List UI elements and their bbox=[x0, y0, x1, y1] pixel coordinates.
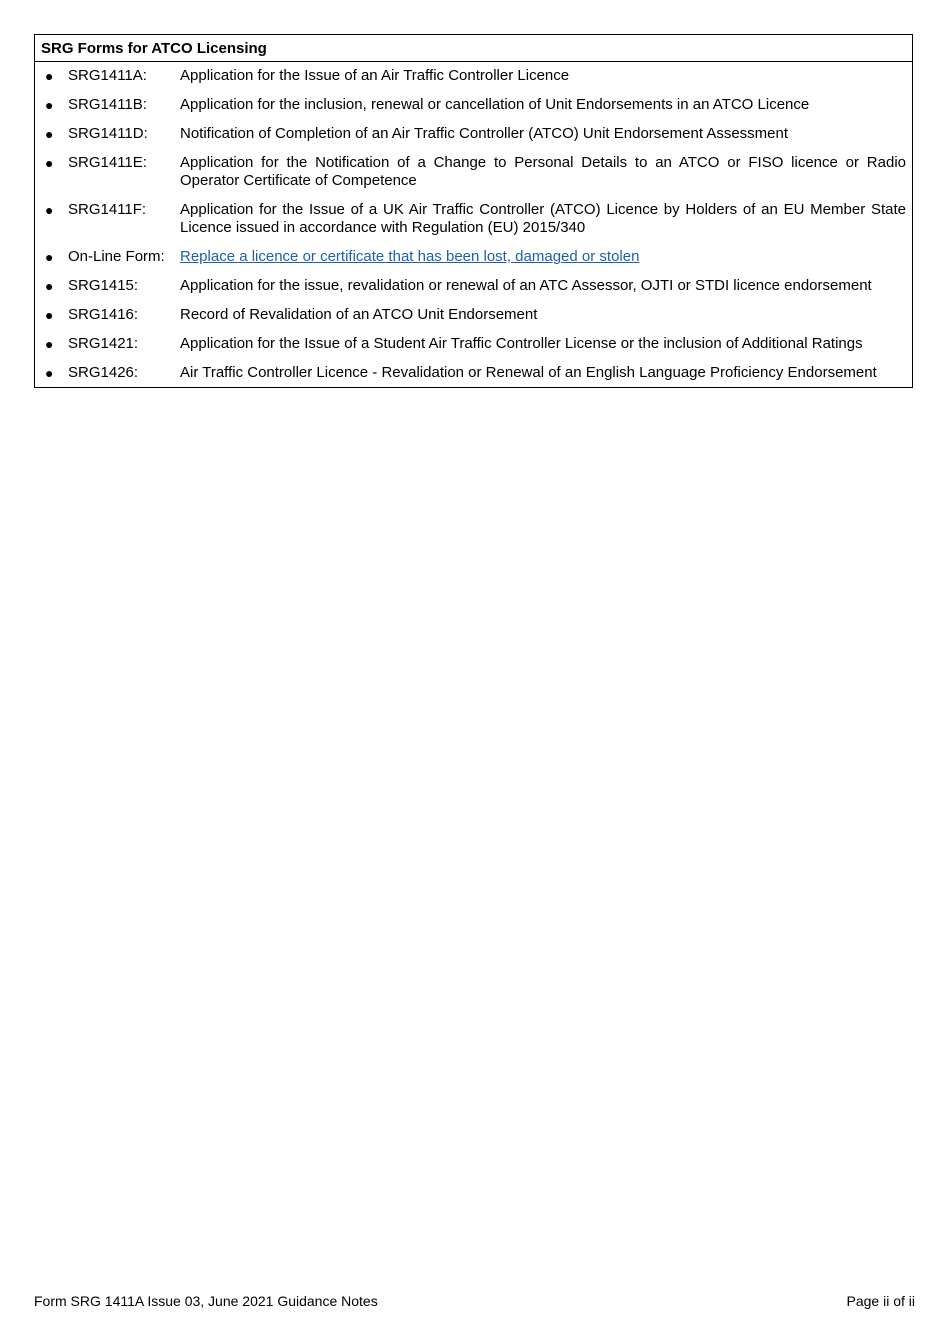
form-code: SRG1416: bbox=[68, 306, 139, 323]
online-form-link[interactable]: Replace a licence or certificate that has been lost, damaged or stolen bbox=[180, 248, 640, 265]
form-description: Air Traffic Controller Licence - Revalidation or Renewal of an English Language Proficiency Endorsement bbox=[180, 364, 877, 381]
footer-page-number: Page ii of ii bbox=[846, 1293, 915, 1309]
form-description bbox=[180, 248, 906, 266]
bullet-icon: ● bbox=[45, 126, 54, 142]
form-description: Application for the issue, revalidation or renewal of an ATC Assessor, OJTI or STDI licence endorsement bbox=[180, 277, 872, 294]
form-description: Application for the Issue of a Student Air Traffic Controller License or the inclusion of Additional Ratings bbox=[180, 335, 863, 352]
bullet-icon: ● bbox=[45, 365, 54, 381]
list-item bbox=[35, 201, 912, 237]
bullet-icon: ● bbox=[45, 97, 54, 113]
list-item bbox=[35, 125, 912, 143]
form-code: SRG1411F: bbox=[68, 201, 147, 218]
form-code: SRG1411E: bbox=[68, 154, 147, 171]
bullet-icon: ● bbox=[45, 307, 54, 323]
list-item bbox=[35, 96, 912, 114]
footer-form-reference: Form SRG 1411A Issue 03, June 2021 Guidance Notes bbox=[34, 1293, 378, 1309]
bullet-icon: ● bbox=[45, 249, 54, 265]
list-item bbox=[35, 306, 912, 324]
form-code: On-Line Form: bbox=[68, 248, 165, 265]
bullet-icon: ● bbox=[45, 202, 54, 218]
form-code: SRG1426: bbox=[68, 364, 139, 381]
srg-forms-box bbox=[34, 34, 913, 388]
forms-list bbox=[35, 62, 912, 387]
form-code: SRG1415: bbox=[68, 277, 139, 294]
form-description: Application for the Notification of a Change to Personal Details to an ATCO or FISO licence or Radio Operator Certificate of Competence bbox=[180, 154, 906, 189]
form-description: Record of Revalidation of an ATCO Unit Endorsement bbox=[180, 306, 538, 323]
section-title: SRG Forms for ATCO Licensing bbox=[35, 35, 912, 62]
form-code: SRG1421: bbox=[68, 335, 139, 352]
form-description: Notification of Completion of an Air Traffic Controller (ATCO) Unit Endorsement Assessment bbox=[180, 125, 789, 142]
form-description: Application for the Issue of a UK Air Traffic Controller (ATCO) Licence by Holders of an EU Member State Licence issued in accordance with Regulation (EU) 2015/340 bbox=[180, 201, 906, 236]
bullet-icon: ● bbox=[45, 336, 54, 352]
form-code: SRG1411B: bbox=[68, 96, 147, 113]
bullet-icon: ● bbox=[45, 68, 54, 84]
list-item bbox=[35, 277, 912, 295]
bullet-icon: ● bbox=[45, 278, 54, 294]
list-item bbox=[35, 335, 912, 353]
list-item bbox=[35, 248, 912, 266]
bullet-icon: ● bbox=[45, 155, 54, 171]
form-description: Application for the Issue of an Air Traffic Controller Licence bbox=[180, 67, 570, 84]
form-code: SRG1411A: bbox=[68, 67, 147, 84]
list-item bbox=[35, 154, 912, 190]
form-code: SRG1411D: bbox=[68, 125, 148, 142]
form-description: Application for the inclusion, renewal or cancellation of Unit Endorsements in an ATCO Licence bbox=[180, 96, 810, 113]
list-item bbox=[35, 364, 912, 382]
list-item bbox=[35, 67, 912, 85]
